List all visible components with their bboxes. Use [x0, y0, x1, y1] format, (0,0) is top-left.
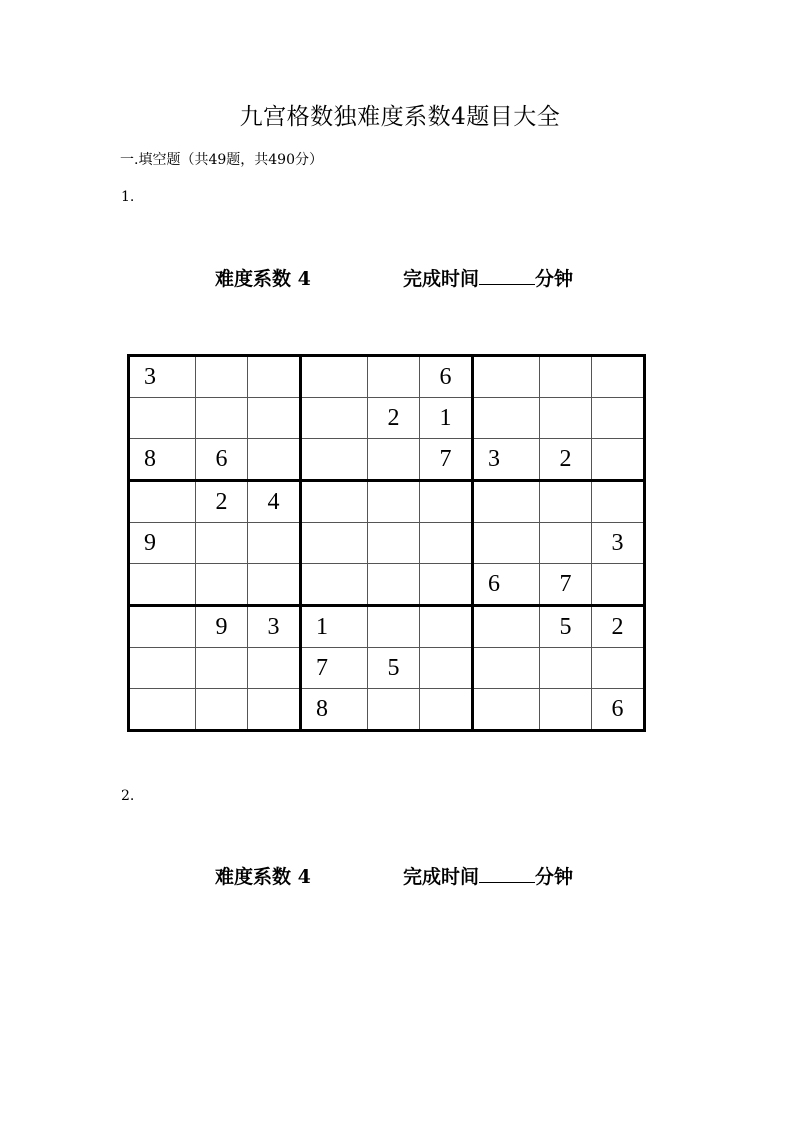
question-1-time [403, 264, 573, 291]
sudoku-cell: 2 [196, 481, 248, 523]
sudoku-cell[interactable] [592, 481, 645, 523]
sudoku-row [129, 439, 645, 481]
sudoku-cell[interactable] [473, 648, 540, 689]
question-1-difficulty: 难度系数 4 [215, 268, 311, 290]
sudoku-cell[interactable] [473, 481, 540, 523]
sudoku-cell[interactable] [368, 564, 420, 606]
sudoku-cell: 3 [248, 606, 301, 648]
sudoku-cell[interactable] [368, 523, 420, 564]
sudoku-cell: 1 [420, 398, 473, 439]
sudoku-cell[interactable] [301, 356, 368, 398]
sudoku-cell[interactable] [301, 523, 368, 564]
question-1-number: 1. [121, 189, 135, 205]
sudoku-cell: 6 [473, 564, 540, 606]
sudoku-cell[interactable] [248, 648, 301, 689]
sudoku-cell: 3 [129, 356, 196, 398]
sudoku-cell[interactable] [540, 481, 592, 523]
question-2-time [403, 862, 573, 889]
sudoku-cell[interactable] [420, 564, 473, 606]
sudoku-cell[interactable] [248, 523, 301, 564]
sudoku-cell[interactable] [368, 689, 420, 731]
sudoku-cell[interactable] [473, 689, 540, 731]
sudoku-cell: 6 [196, 439, 248, 481]
sudoku-row [129, 398, 645, 439]
sudoku-cell: 5 [540, 606, 592, 648]
sudoku-cell[interactable] [129, 606, 196, 648]
sudoku-cell: 1 [301, 606, 368, 648]
sudoku-cell[interactable] [540, 356, 592, 398]
sudoku-cell: 8 [129, 439, 196, 481]
sudoku-cell: 9 [129, 523, 196, 564]
sudoku-cell: 7 [540, 564, 592, 606]
sudoku-cell[interactable] [301, 481, 368, 523]
sudoku-cell[interactable] [129, 564, 196, 606]
sudoku-row [129, 689, 645, 731]
sudoku-cell: 5 [368, 648, 420, 689]
sudoku-cell: 2 [540, 439, 592, 481]
sudoku-cell[interactable] [196, 523, 248, 564]
sudoku-cell[interactable] [301, 398, 368, 439]
sudoku-cell[interactable] [129, 648, 196, 689]
sudoku-cell: 3 [592, 523, 645, 564]
sudoku-cell: 2 [592, 606, 645, 648]
sudoku-cell[interactable] [368, 481, 420, 523]
sudoku-cell[interactable] [196, 689, 248, 731]
sudoku-cell: 6 [420, 356, 473, 398]
sudoku-cell[interactable] [301, 564, 368, 606]
sudoku-row [129, 523, 645, 564]
sudoku-cell[interactable] [248, 398, 301, 439]
sudoku-cell[interactable] [592, 356, 645, 398]
sudoku-cell: 7 [420, 439, 473, 481]
sudoku-cell[interactable] [368, 356, 420, 398]
sudoku-row [129, 481, 645, 523]
sudoku-cell[interactable] [368, 606, 420, 648]
sudoku-cell[interactable] [473, 356, 540, 398]
question-2-time-unit: 分钟 [535, 866, 574, 888]
sudoku-cell[interactable] [248, 689, 301, 731]
sudoku-cell[interactable] [540, 648, 592, 689]
sudoku-cell: 3 [473, 439, 540, 481]
sudoku-cell: 2 [368, 398, 420, 439]
sudoku-row [129, 606, 645, 648]
sudoku-cell[interactable] [248, 564, 301, 606]
question-2-difficulty: 难度系数 4 [215, 866, 311, 888]
sudoku-cell[interactable] [473, 398, 540, 439]
sudoku-cell[interactable] [301, 439, 368, 481]
sudoku-cell[interactable] [129, 398, 196, 439]
sudoku-cell: 4 [248, 481, 301, 523]
sudoku-cell[interactable] [196, 564, 248, 606]
sudoku-cell[interactable] [473, 606, 540, 648]
sudoku-cell[interactable] [420, 689, 473, 731]
sudoku-cell[interactable] [420, 648, 473, 689]
sudoku-cell[interactable] [196, 648, 248, 689]
sudoku-cell[interactable] [129, 689, 196, 731]
sudoku-cell[interactable] [248, 356, 301, 398]
question-2-number: 2. [121, 788, 135, 804]
sudoku-row [129, 356, 645, 398]
question-2-time-blank[interactable] [479, 866, 535, 883]
sudoku-cell[interactable] [129, 481, 196, 523]
sudoku-cell[interactable] [592, 648, 645, 689]
sudoku-cell[interactable] [540, 398, 592, 439]
page-title: 九宫格数独难度系数4题目大全 [239, 104, 561, 130]
sudoku-row [129, 648, 645, 689]
sudoku-cell: 6 [592, 689, 645, 731]
sudoku-cell[interactable] [592, 398, 645, 439]
sudoku-row [129, 564, 645, 606]
sudoku-cell[interactable] [368, 439, 420, 481]
question-2-time-label: 完成时间 [403, 866, 480, 888]
sudoku-cell[interactable] [248, 439, 301, 481]
sudoku-cell[interactable] [196, 398, 248, 439]
question-1-time-unit: 分钟 [535, 268, 574, 290]
sudoku-cell[interactable] [473, 523, 540, 564]
sudoku-cell[interactable] [420, 606, 473, 648]
sudoku-cell: 8 [301, 689, 368, 731]
sudoku-cell: 7 [301, 648, 368, 689]
sudoku-cell[interactable] [540, 689, 592, 731]
sudoku-cell[interactable] [592, 564, 645, 606]
sudoku-cell[interactable] [540, 523, 592, 564]
sudoku-cell[interactable] [420, 523, 473, 564]
sudoku-grid-1 [127, 354, 646, 732]
question-1-time-blank[interactable] [479, 268, 535, 285]
sudoku-cell[interactable] [196, 356, 248, 398]
section-heading: 一.填空题（共49题，共490分） [120, 152, 323, 168]
sudoku-cell[interactable] [592, 439, 645, 481]
sudoku-cell: 9 [196, 606, 248, 648]
sudoku-cell[interactable] [420, 481, 473, 523]
question-1-time-label: 完成时间 [403, 268, 480, 290]
